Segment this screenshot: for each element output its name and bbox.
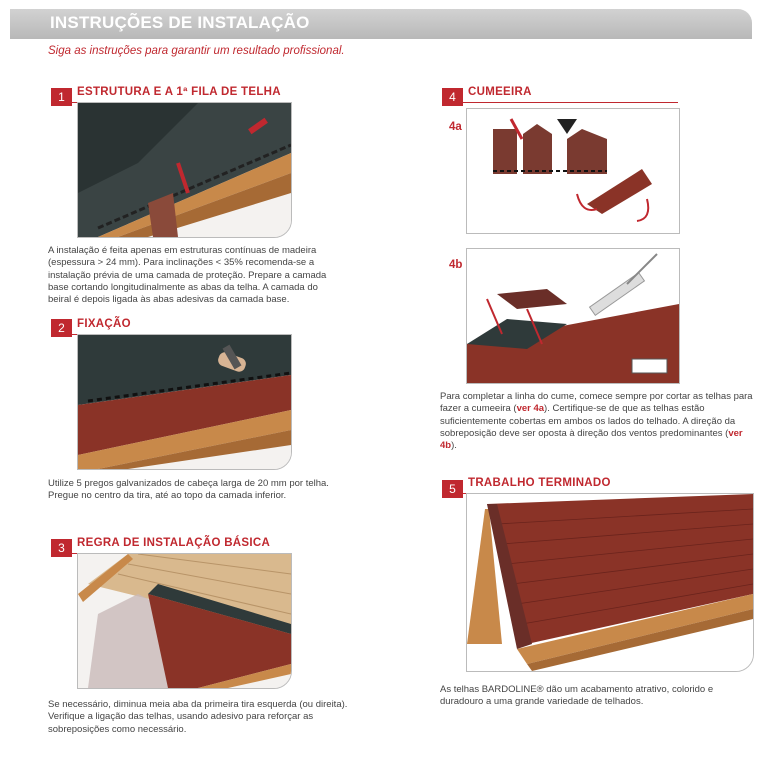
step-2-title: FIXAÇÃO bbox=[77, 318, 131, 330]
step-4-ref-4a: ver 4a bbox=[516, 403, 545, 415]
page-title: INSTRUÇÕES DE INSTALAÇÃO bbox=[50, 13, 310, 32]
page-subtitle: Siga as instruções para garantir um resultado profissional. bbox=[48, 45, 345, 57]
step-2-number: 2 bbox=[51, 319, 72, 337]
step-1-title: ESTRUTURA E A 1ª FILA DE TELHA bbox=[77, 86, 281, 98]
step-4-underline bbox=[463, 102, 678, 103]
step-4b-illustration bbox=[466, 248, 680, 384]
step-3-description: Se necessário, diminua meia aba da primeira tira esquerda (ou direita). Verifique a ligação das telhas, usando adesivo para reforçar as sobreposições como necessário. bbox=[48, 699, 348, 735]
step-1-illustration bbox=[77, 102, 292, 238]
step-3-title: REGRA DE INSTALAÇÃO BÁSICA bbox=[77, 537, 271, 549]
step-3-illustration bbox=[77, 553, 292, 689]
step-5-number: 5 bbox=[442, 480, 463, 498]
step-5-title: TRABALHO TERMINADO bbox=[468, 477, 611, 489]
step-1-number: 1 bbox=[51, 88, 72, 106]
step-4-text-3: ). bbox=[451, 440, 457, 452]
step-3-number: 3 bbox=[51, 539, 72, 557]
step-5-illustration bbox=[466, 493, 754, 672]
step-4-text-1: Para completar a linha do cume, comece sempre por cortar as telhas para fazer a cumeeira ( bbox=[440, 391, 753, 415]
step-1-description: A instalação é feita apenas em estruturas contínuas de madeira (espessura > 24 mm). Para inclinações < 35% recomenda-se a instalação prévia de uma camada de proteção. Prepare a camada base cortando longitudinalmente as abas da telha. A camada do beiral é depois ligada às abas adesivas da camada base. bbox=[48, 245, 327, 306]
step-4-ref-4b: ver 4b bbox=[440, 427, 743, 452]
step-4-description bbox=[440, 391, 760, 452]
step-4-title: CUMEEIRA bbox=[468, 86, 532, 98]
step-4b-label: 4b bbox=[449, 259, 463, 271]
step-5-description: As telhas BARDOLINE® dão um acabamento atrativo, colorido e duradouro a uma grande variedade de telhados. bbox=[440, 684, 714, 708]
step-4-number: 4 bbox=[442, 88, 463, 106]
step-2-illustration bbox=[77, 334, 292, 470]
step-4a-illustration bbox=[466, 108, 680, 234]
step-4-text-2: ). Certifique-se de que as telhas estão suficientemente cobertas em ambos os lados do telhado. A direção da sobreposição deve ser oposta à direção dos ventos predominantes ( bbox=[440, 403, 736, 439]
step-2-description: Utilize 5 pregos galvanizados de cabeça larga de 20 mm por telha. Pregue no centro da tira, até ao topo da camada inferior. bbox=[48, 478, 329, 502]
page-header bbox=[10, 9, 752, 39]
step-4a-label: 4a bbox=[449, 121, 462, 133]
